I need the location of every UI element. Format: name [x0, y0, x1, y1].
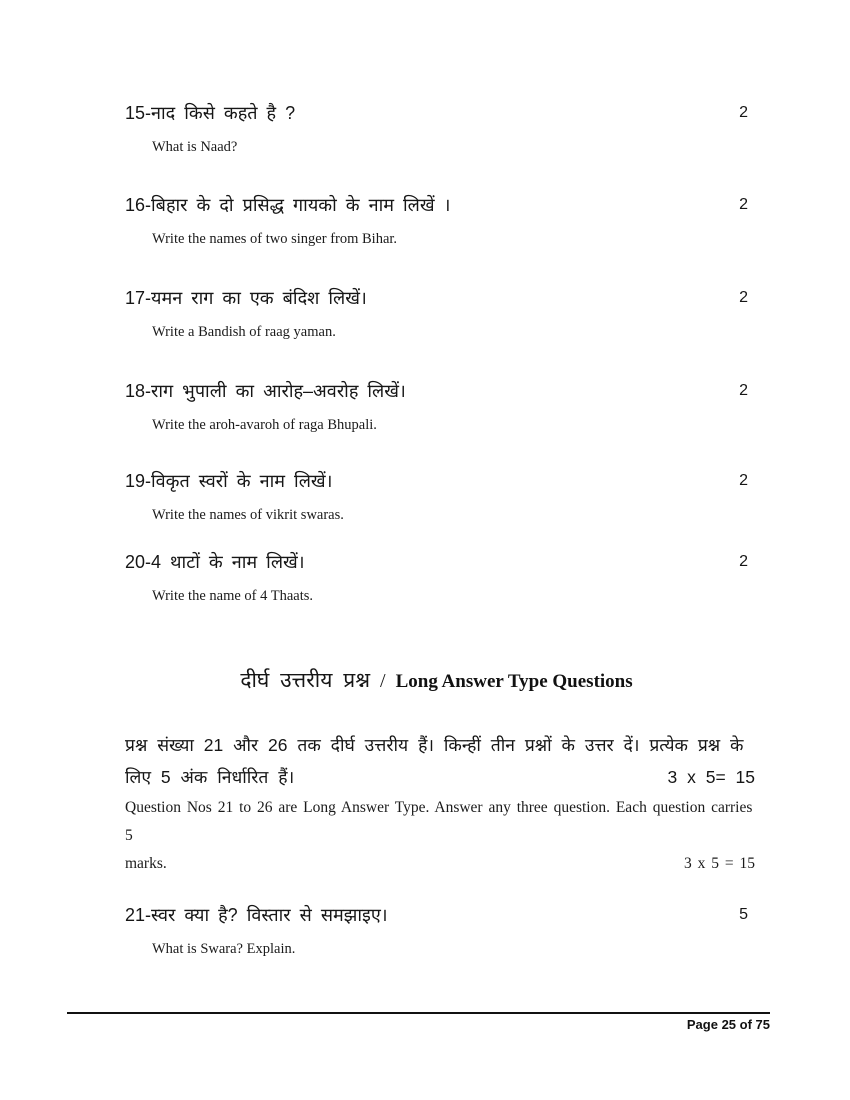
question-15-marks: 2: [739, 104, 748, 121]
question-19-marks: 2: [739, 472, 748, 489]
section-header: [125, 666, 748, 694]
instructions-english: [125, 794, 755, 878]
footer-divider: [67, 1012, 770, 1014]
question-16-row: [125, 193, 748, 217]
instructions-hindi-line2: लिए 5 अंक निर्धारित हैं।: [125, 767, 295, 787]
question-15: [125, 101, 748, 156]
instructions-hindi-line1: प्रश्न संख्या 21 और 26 तक दीर्घ उत्तरीय हैं। किन्हीं तीन प्रश्नों के उत्तर दें। प्रत्येक प्रश्न के: [125, 735, 744, 755]
question-21-english-text: What is Swara? Explain.: [152, 941, 296, 957]
instructions-english-marks-formula: 3 x 5 = 15: [684, 855, 755, 872]
question-15-row: [125, 101, 748, 125]
section-header-english: Long Answer Type Questions: [395, 671, 633, 692]
question-20-english-text: Write the name of 4 Thaats.: [152, 588, 314, 604]
question-19-row: [125, 469, 748, 493]
instructions-english-line2: marks.: [125, 855, 167, 872]
question-18-row: [125, 379, 748, 403]
question-20: [125, 550, 748, 605]
section-header-separator: /: [380, 670, 386, 692]
question-21-row: [125, 903, 748, 927]
question-17-hindi-text: 17-यमन राग का एक बंदिश लिखें।: [125, 288, 367, 308]
question-17-marks: 2: [739, 289, 748, 306]
question-16-marks: 2: [739, 196, 748, 213]
question-17-row: [125, 286, 748, 310]
question-21-hindi-text: 21-स्वर क्या है? विस्तार से समझाइए।: [125, 905, 388, 925]
question-20-marks: 2: [739, 553, 748, 570]
question-17-english-text: Write a Bandish of raag yaman.: [152, 324, 336, 340]
question-19: [125, 469, 748, 524]
question-15-english-text: What is Naad?: [152, 139, 238, 155]
question-18-hindi-text: 18-राग भुपाली का आरोह–अवरोह लिखें।: [125, 381, 406, 401]
question-15-hindi-text: 15-नाद किसे कहते है ?: [125, 103, 296, 123]
question-18: [125, 379, 748, 434]
instructions-hindi-marks-formula: 3 x 5= 15: [667, 767, 755, 787]
instructions-hindi: [125, 729, 755, 793]
question-21: [125, 903, 748, 958]
question-20-row: [125, 550, 748, 574]
question-16-hindi-text: 16-बिहार के दो प्रसिद्ध गायको के नाम लिखें ।: [125, 195, 451, 215]
question-18-marks: 2: [739, 382, 748, 399]
section-header-hindi: दीर्घ उत्तरीय प्रश्न: [240, 669, 371, 692]
instructions-english-line1: Question Nos 21 to 26 are Long Answer Type. Answer any three question. Each question carries 5: [125, 799, 753, 844]
question-19-english-text: Write the names of vikrit swaras.: [152, 507, 344, 523]
instructions-english-line2-row: [125, 850, 755, 878]
question-19-hindi-text: 19-विकृत स्वरों के नाम लिखें।: [125, 471, 333, 491]
instructions-hindi-line2-row: [125, 761, 755, 793]
question-16: [125, 193, 748, 248]
question-16-english-text: Write the names of two singer from Bihar.: [152, 231, 398, 247]
question-20-hindi-text: 20-4 थाटों के नाम लिखें।: [125, 552, 305, 572]
question-18-english-text: Write the aroh-avaroh of raga Bhupali.: [152, 417, 377, 433]
question-21-marks: 5: [739, 906, 748, 923]
page-number: Page 25 of 75: [686, 1017, 770, 1032]
question-17: [125, 286, 748, 341]
